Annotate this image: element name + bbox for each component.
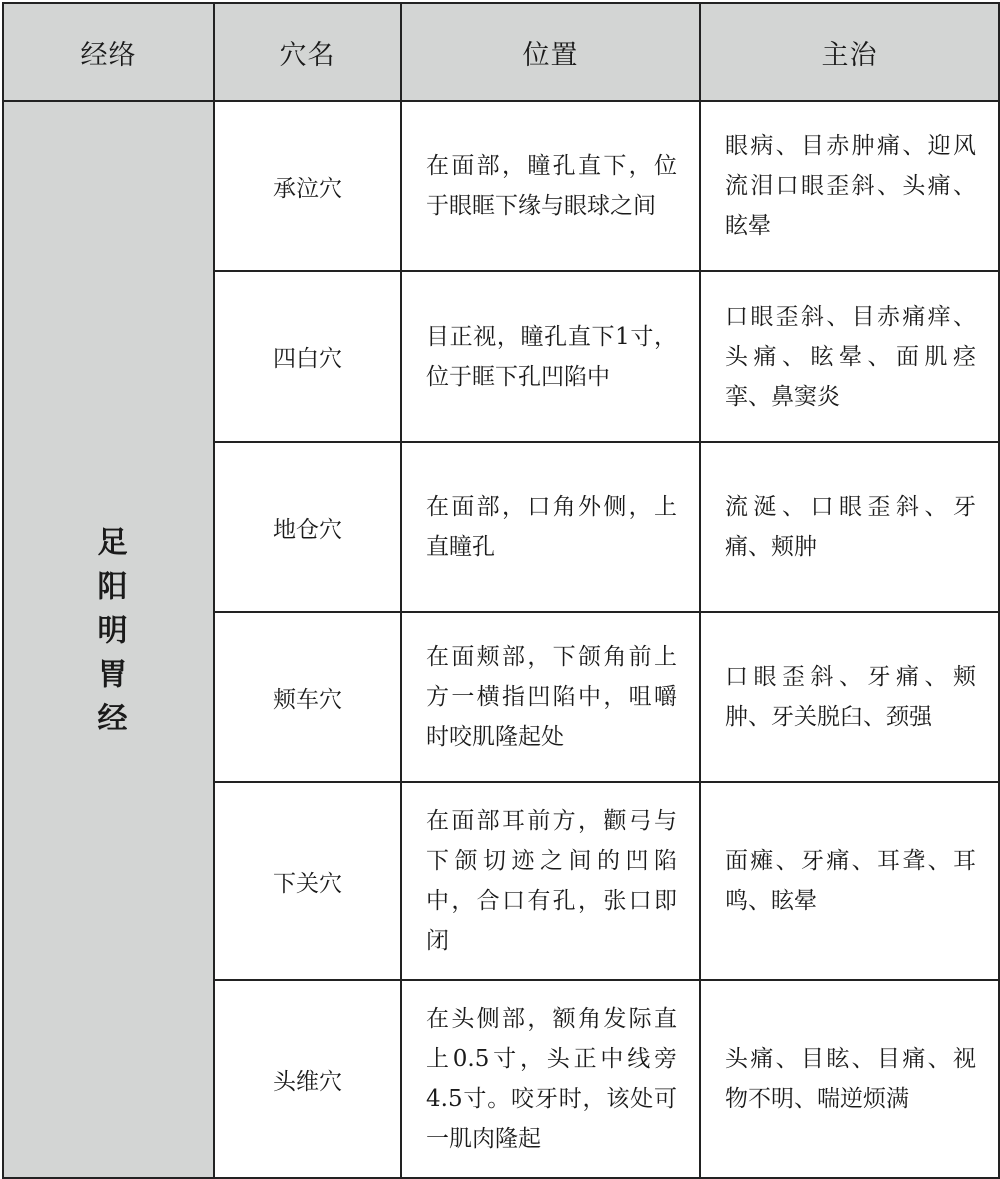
point-name-cell: 头维穴 [214, 980, 401, 1178]
header-row [3, 3, 999, 101]
indication-cell: 面瘫、牙痛、耳聋、耳鸣、眩晕 [700, 782, 999, 980]
position-cell: 在面部，口角外侧，上直瞳孔 [401, 442, 700, 612]
position-cell: 在面部，瞳孔直下，位于眼眶下缘与眼球之间 [401, 101, 700, 271]
point-name-cell: 地仓穴 [214, 442, 401, 612]
position-cell: 在头侧部，额角发际直上0.5寸，头正中线旁4.5寸。咬牙时，该处可一肌肉隆起 [401, 980, 700, 1178]
header-meridian: 经络 [3, 3, 214, 101]
point-name-cell: 四白穴 [214, 271, 401, 442]
header-indication: 主治 [700, 3, 999, 101]
position-cell: 在面部耳前方，颧弓与下颌切迹之间的凹陷中，合口有孔，张口即闭 [401, 782, 700, 980]
table-row [3, 101, 999, 271]
indication-cell: 头痛、目眩、目痛、视物不明、喘逆烦满 [700, 980, 999, 1178]
meridian-name: 足阳明胃经 [91, 525, 127, 746]
indication-cell: 流涎、口眼歪斜、牙痛、颊肿 [700, 442, 999, 612]
position-cell: 目正视，瞳孔直下1寸，位于眶下孔凹陷中 [401, 271, 700, 442]
acupoint-table [2, 2, 1000, 1179]
indication-cell: 眼病、目赤肿痛、迎风流泪口眼歪斜、头痛、眩晕 [700, 101, 999, 271]
point-name-cell: 颊车穴 [214, 612, 401, 782]
indication-cell: 口眼歪斜、牙痛、颊肿、牙关脱臼、颈强 [700, 612, 999, 782]
position-cell: 在面颊部，下颌角前上方一横指凹陷中，咀嚼时咬肌隆起处 [401, 612, 700, 782]
header-position: 位置 [401, 3, 700, 101]
indication-cell: 口眼歪斜、目赤痛痒、头痛、眩晕、面肌痉挛、鼻窦炎 [700, 271, 999, 442]
point-name-cell: 下关穴 [214, 782, 401, 980]
header-point-name: 穴名 [214, 3, 401, 101]
meridian-cell [3, 101, 214, 1178]
point-name-cell: 承泣穴 [214, 101, 401, 271]
